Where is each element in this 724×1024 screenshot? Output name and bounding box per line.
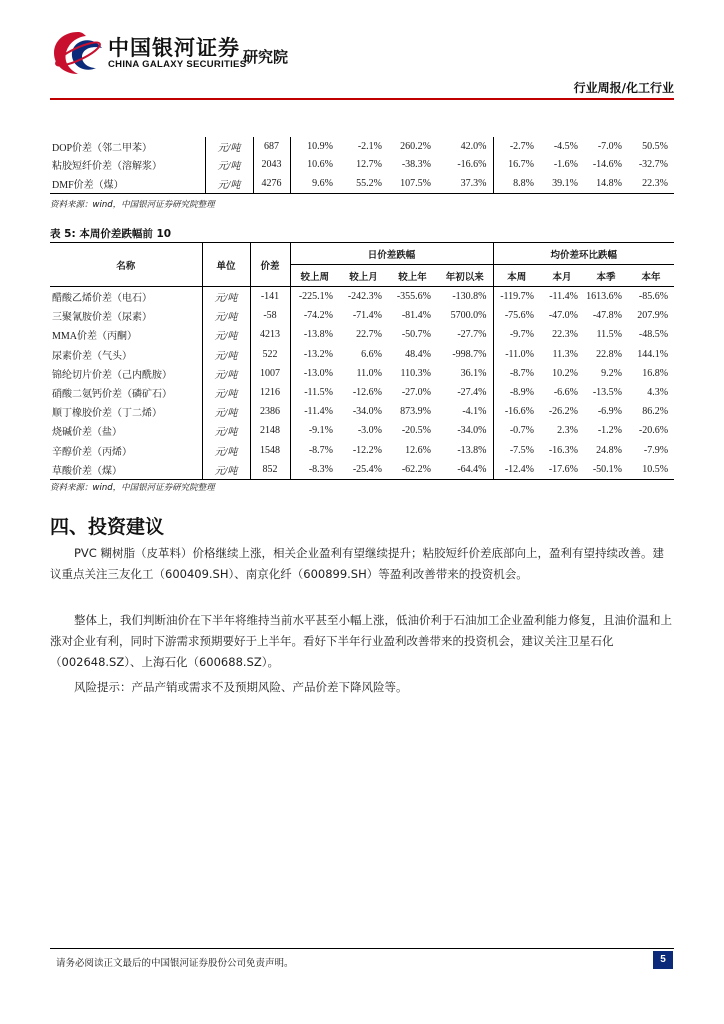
cell-value: -16.6% [504,406,535,418]
cell-value: -27.7% [437,325,493,344]
cell-value: -16.3% [548,444,579,456]
cell-unit: 元/吨 [202,402,250,421]
cell-value: -48.5% [638,329,669,341]
cell-value: 39.1% [540,174,584,193]
cell-price: 1216 [250,383,290,402]
cell-unit: 元/吨 [205,137,253,156]
cell-value: 11.3% [552,348,579,360]
cell-name: 三聚氰胺价差（尿素） [50,306,202,325]
cell-value: -34.0% [352,406,382,418]
cell-price: 2386 [250,402,290,421]
cell-value: -64.4% [437,460,493,480]
cell-value: -13.5% [592,387,623,399]
cell-value: 107.5% [388,174,437,193]
table-row [50,325,674,344]
cell-name: 粘胶短纤价差（溶解浆） [50,156,205,175]
cell-value: -1.6% [553,159,578,171]
cell-value: -8.7% [308,444,333,456]
cell-price: 2148 [250,421,290,440]
cell-value: 11.0% [356,367,382,379]
cell-value: 16.8% [642,367,669,379]
table5-title: 表 5: 本周价差跌幅前 10 [50,228,172,240]
cell-value: 50.5% [642,140,668,152]
cell-value: 6.6% [361,348,382,360]
cell-name: 顺丁橡胶价差（丁二烯） [50,402,202,421]
cell-value: -85.6% [638,291,669,303]
cell-value: -225.1% [298,291,333,303]
cell-value: -71.4% [352,310,382,322]
cell-unit: 元/吨 [202,345,250,364]
cell-value: -11.4% [304,406,333,418]
cell-unit: 元/吨 [202,441,250,460]
cell-value: -12.4% [493,460,540,480]
cell-value: 10.9% [307,140,333,152]
footer-disclaimer: 请务必阅读正文最后的中国银河证券股份公司免责声明。 [56,958,294,969]
cell-value: -13.2% [303,348,333,360]
cell-value: 10.5% [628,460,674,480]
cell-name: 硝酸二氨钙价差（磷矿石） [50,383,202,402]
cell-value: 48.4% [405,348,431,360]
cell-value: -12.6% [352,387,382,399]
footer-divider [50,948,674,949]
cell-value: -74.2% [303,310,333,322]
cell-unit: 元/吨 [202,460,250,480]
cell-value: -50.1% [584,460,628,480]
cell-value: -2.1% [357,140,382,152]
cell-value: -130.8% [437,287,493,307]
subheader: 较上年 [388,265,437,287]
continued-spread-table [50,137,674,194]
table-row [50,345,674,364]
logo-english-name: CHINA GALAXY SECURITIES [108,59,247,70]
table-row [50,306,674,325]
cell-price: 4213 [250,325,290,344]
cell-value: 2.3% [557,425,579,437]
cell-value: -17.6% [540,460,584,480]
cell-price: 4276 [253,174,290,193]
cell-value: -6.9% [597,406,623,418]
cell-value: -355.6% [396,291,431,303]
cell-value: -4.5% [553,140,578,152]
cell-value: -2.7% [509,140,534,152]
paragraph: PVC 糊树脂（皮革料）价格继续上涨，相关企业盈利有望继续提升；粘胶短纤价差底部向上，盈利有望持续改善。建议重点关注三友化工（600409.SH）、南京化纤（600899.SH）等盈利改善带来的投资机会。 [50,546,664,581]
cell-value: -242.3% [347,291,382,303]
cell-name: 烧碱价差（盐） [50,421,202,440]
table-row [50,287,674,307]
cell-value: 110.3% [400,367,431,379]
cell-value: -8.9% [509,387,535,399]
table-row [50,137,674,156]
cell-value: -20.6% [638,425,669,437]
cell-value: -8.3% [290,460,339,480]
cell-price: 522 [250,345,290,364]
subheader: 年初以来 [437,265,493,287]
subheader: 本周 [493,265,540,287]
section-title: 四、投资建议 [50,516,165,538]
cell-value: -998.7% [437,345,493,364]
paragraph: 风险提示：产品产销或需求不及预期风险、产品价差下降风险等。 [74,680,408,694]
header-name: 名称 [50,243,202,287]
table-row [50,421,674,440]
cell-value: -47.0% [548,310,579,322]
cell-price: -58 [250,306,290,325]
paragraph: 整体上，我们判断油价在下半年将维持当前水平甚至小幅上涨，低油价利于石油加工企业盈利能力修复，且油价温和上涨对企业有利，同时下游需求预期要好于上半年。看好下半年行业盈利改善带来的投资机会，建议关注卫星石化（002648.SZ）、上海石化（600688.SZ）。 [50,613,672,669]
continued-table-source: 资料来源：wind，中国银河证券研究院整理 [50,200,215,210]
cell-value: -119.7% [500,291,535,303]
cell-value: -0.7% [509,425,535,437]
cell-value: -38.3% [401,159,431,171]
subheader: 较上月 [339,265,388,287]
cell-value: -14.6% [592,159,622,171]
cell-value: 22.3% [552,329,579,341]
cell-value: -75.6% [504,310,535,322]
cell-value: -25.4% [339,460,388,480]
cell-value: 12.6% [405,444,431,456]
galaxy-logo-icon [52,30,104,76]
header-group-daily: 日价差跌幅 [290,243,493,265]
cell-value: -8.7% [509,367,535,379]
report-type: 行业周报/化工行业 [573,81,674,95]
cell-value: -16.6% [437,156,493,175]
cell-value: -62.2% [388,460,437,480]
cell-value: -7.9% [643,444,669,456]
cell-unit: 元/吨 [202,383,250,402]
subheader: 本月 [540,265,584,287]
cell-value: 873.9% [400,406,431,418]
cell-value: -27.0% [401,387,431,399]
header-divider [50,98,674,100]
cell-price: 852 [250,460,290,480]
cell-value: 22.7% [356,329,382,341]
cell-value: 86.2% [642,406,669,418]
cell-value: -13.8% [437,441,493,460]
cell-value: -7.0% [597,140,622,152]
cell-value: -9.7% [509,329,535,341]
cell-value: 37.3% [437,174,493,193]
cell-value: -20.5% [401,425,431,437]
cell-value: 10.2% [552,367,579,379]
page-number: 5 [653,951,673,969]
cell-value: 36.1% [437,364,493,383]
table5-source: 资料来源：wind，中国银河证券研究院整理 [50,483,215,493]
cell-value: 42.0% [437,137,493,156]
cell-name: 草酸价差（煤） [50,460,202,480]
cell-price: 2043 [253,156,290,175]
header-group-avg: 均价差环比跌幅 [493,243,674,265]
cell-price: -141 [250,287,290,307]
cell-value: 55.2% [339,174,388,193]
cell-value: 260.2% [400,140,431,152]
table-row [50,364,674,383]
cell-price: 1548 [250,441,290,460]
cell-value: -34.0% [437,421,493,440]
cell-name: 尿素价差（气头） [50,345,202,364]
cell-value: 1613.6% [586,291,623,303]
cell-value: -50.7% [401,329,431,341]
cell-name: DOP价差（邻二甲苯） [50,137,205,156]
cell-name: 醋酸乙烯价差（电石） [50,287,202,307]
cell-value: -11.4% [549,291,579,303]
table-row [50,156,674,175]
cell-value: -11.5% [304,387,333,399]
cell-value: 4.3% [647,387,669,399]
cell-unit: 元/吨 [202,325,250,344]
logo-chinese-name: 中国银河证券 [108,36,240,60]
cell-value: -11.0% [505,348,535,360]
cell-unit: 元/吨 [202,421,250,440]
table-row [50,174,674,193]
subheader: 本年 [628,265,674,287]
cell-name: 锦纶切片价差（己内酰胺） [50,364,202,383]
table-row [50,402,674,421]
subheader: 较上周 [290,265,339,287]
cell-value: 16.7% [508,159,534,171]
cell-value: 207.9% [637,310,669,322]
cell-value: 5700.0% [437,306,493,325]
cell-name: 辛醇价差（丙烯） [50,441,202,460]
table-row [50,460,674,480]
subheader: 本季 [584,265,628,287]
cell-value: -81.4% [401,310,431,322]
cell-name: MMA价差（丙酮） [50,325,202,344]
cell-unit: 元/吨 [202,364,250,383]
table5 [50,242,674,480]
cell-value: 10.6% [307,159,333,171]
header-price: 价差 [250,243,290,287]
cell-value: -9.1% [308,425,333,437]
cell-value: -13.8% [303,329,333,341]
cell-unit: 元/吨 [202,306,250,325]
cell-value: 22.3% [628,174,674,193]
cell-value: -1.2% [597,425,623,437]
header-unit: 单位 [202,243,250,287]
cell-value: 144.1% [637,348,669,360]
cell-value: -6.6% [553,387,579,399]
cell-value: -47.8% [592,310,623,322]
cell-value: 9.6% [290,174,339,193]
cell-value: -13.0% [303,367,333,379]
cell-unit: 元/吨 [205,174,253,193]
cell-value: -27.4% [437,383,493,402]
cell-value: 9.2% [601,367,623,379]
cell-value: 12.7% [356,159,382,171]
cell-name: DMF价差（煤） [50,174,205,193]
table-row [50,441,674,460]
cell-value: -32.7% [638,159,668,171]
cell-value: 24.8% [596,444,623,456]
cell-value: 8.8% [493,174,540,193]
cell-value: 22.8% [596,348,623,360]
cell-unit: 元/吨 [202,287,250,307]
page-header [0,0,724,100]
cell-price: 1007 [250,364,290,383]
cell-value: 11.5% [596,329,623,341]
table-row [50,383,674,402]
cell-value: -7.5% [509,444,535,456]
cell-value: 14.8% [584,174,628,193]
cell-price: 687 [253,137,290,156]
cell-unit: 元/吨 [205,156,253,175]
cell-value: -26.2% [548,406,579,418]
cell-value: -4.1% [437,402,493,421]
institute-label: 研究院 [243,48,289,66]
cell-value: -12.2% [352,444,382,456]
cell-value: -3.0% [357,425,382,437]
